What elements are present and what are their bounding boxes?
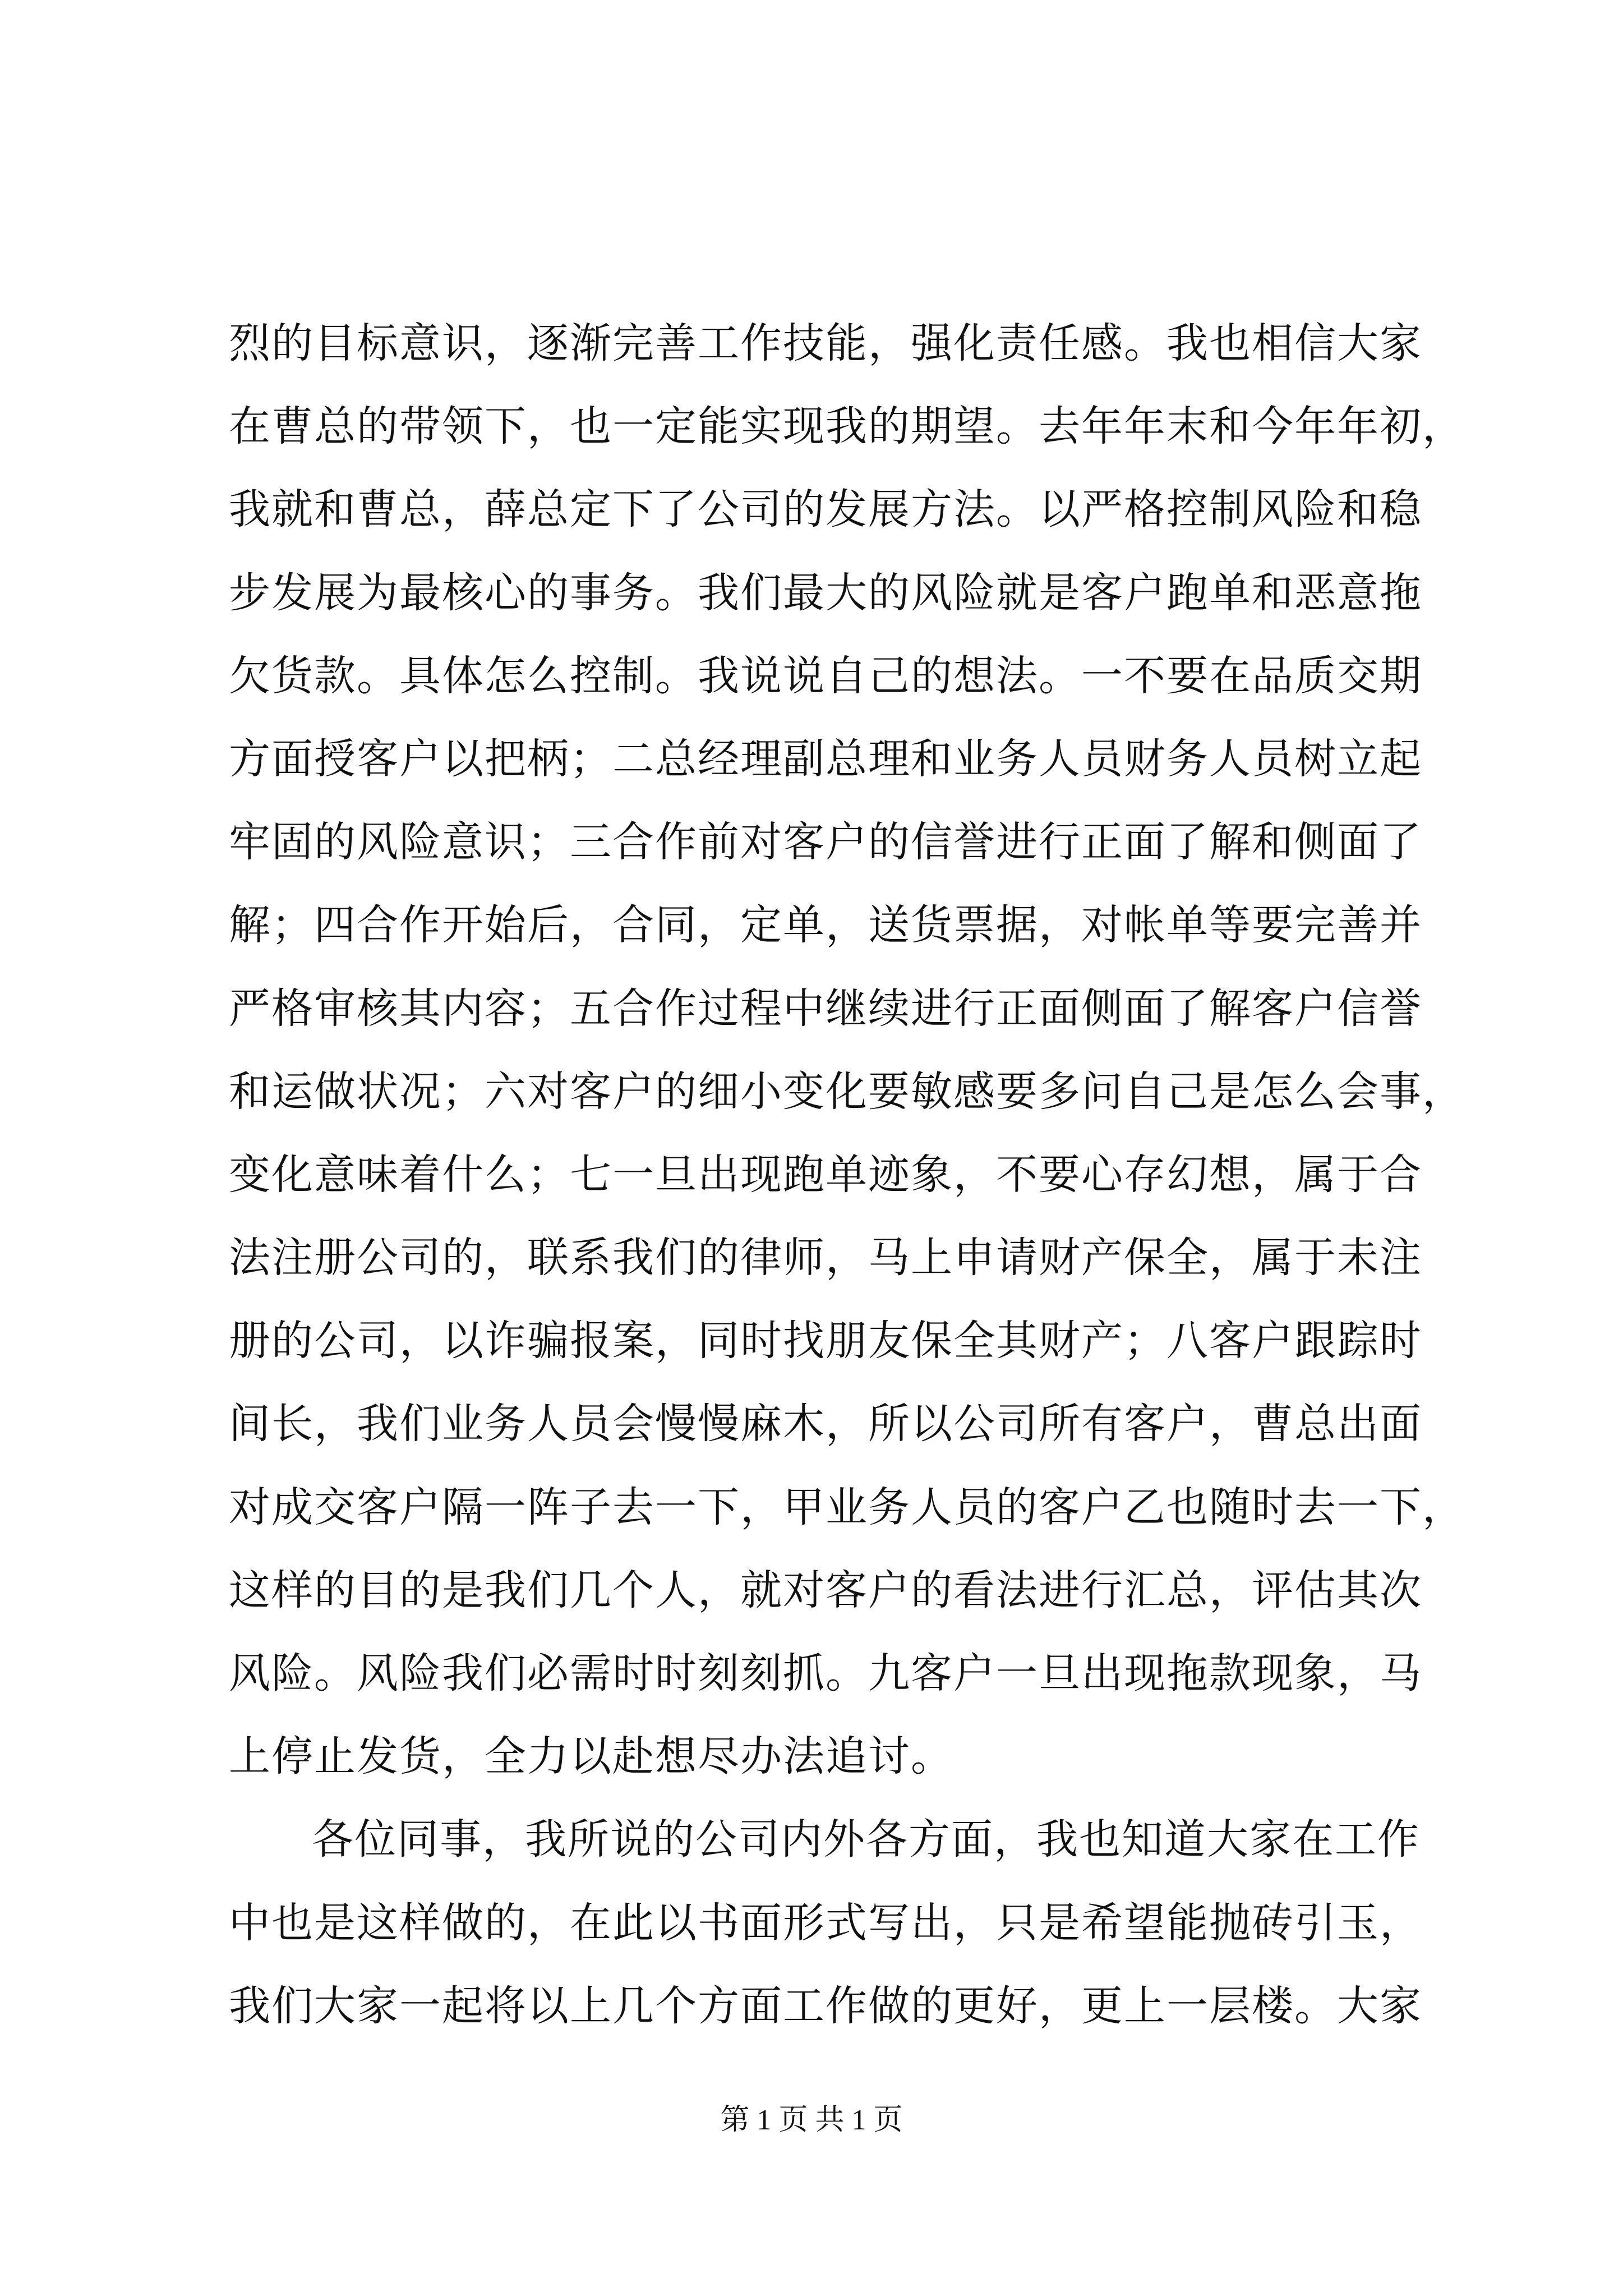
text-line: 和运做状况；六对客户的细小变化要敏感要多问自己是怎么会事，: [229, 1067, 1465, 1116]
text-line: 解；四合作开始后，合同，定单，送货票据，对帐单等要完善并: [229, 901, 1422, 950]
text-line: 方面授客户以把柄；二总经理副总理和业务人员财务人员树立起: [229, 734, 1422, 783]
page-footer: 第 1 页 共 1 页: [720, 2104, 903, 2136]
paragraph-2: [229, 1798, 1423, 2047]
text-line: 步发展为最核心的事务。我们最大的风险就是客户跑单和恶意拖: [229, 568, 1422, 617]
text-line: 风险。风险我们必需时时刻刻抓。九客户一旦出现拖款现象，马: [229, 1649, 1422, 1697]
body-text: [229, 302, 1465, 2047]
text-line: 我们大家一起将以上几个方面工作做的更好，更上一层楼。大家: [229, 1981, 1422, 2030]
text-line: 上停止发货，全力以赴想尽办法追讨。: [229, 1732, 953, 1781]
text-line: 变化意味着什么；七一旦出现跑单迹象，不要心存幻想，属于合: [229, 1150, 1422, 1199]
text-line: 牢固的风险意识；三合作前对客户的信誉进行正面了解和侧面了: [229, 818, 1422, 867]
text-line: 严格审核其内容；五合作过程中继续进行正面侧面了解客户信誉: [229, 984, 1422, 1033]
text-line: 法注册公司的，联系我们的律师，马上申请财产保全，属于未注: [229, 1234, 1422, 1282]
text-line: 中也是这样做的，在此以书面形式写出，只是希望能抛砖引玉，: [229, 1898, 1422, 1947]
text-line: 欠货款。具体怎么控制。我说说自己的想法。一不要在品质交期: [229, 651, 1422, 700]
paragraph-1: [229, 302, 1465, 1798]
text-line: 册的公司，以诈骗报案，同时找朋友保全其财产；八客户跟踪时: [229, 1317, 1422, 1365]
text-line: 间长，我们业务人员会慢慢麻木，所以公司所有客户，曹总出面: [229, 1400, 1422, 1448]
text-line: 烈的目标意识，逐渐完善工作技能，强化责任感。我也相信大家: [229, 319, 1422, 367]
text-line: 在曹总的带领下，也一定能实现我的期望。去年年末和今年年初，: [229, 402, 1465, 451]
text-line: 对成交客户隔一阵子去一下，甲业务人员的客户乙也随时去一下，: [229, 1483, 1465, 1531]
text-line: 这样的目的是我们几个人，就对客户的看法进行汇总，评估其次: [229, 1566, 1422, 1614]
text-line: 各位同事，我所说的公司内外各方面，我也知道大家在工作: [312, 1815, 1420, 1864]
text-line: 我就和曹总，薛总定下了公司的发展方法。以严格控制风险和稳: [229, 485, 1422, 534]
